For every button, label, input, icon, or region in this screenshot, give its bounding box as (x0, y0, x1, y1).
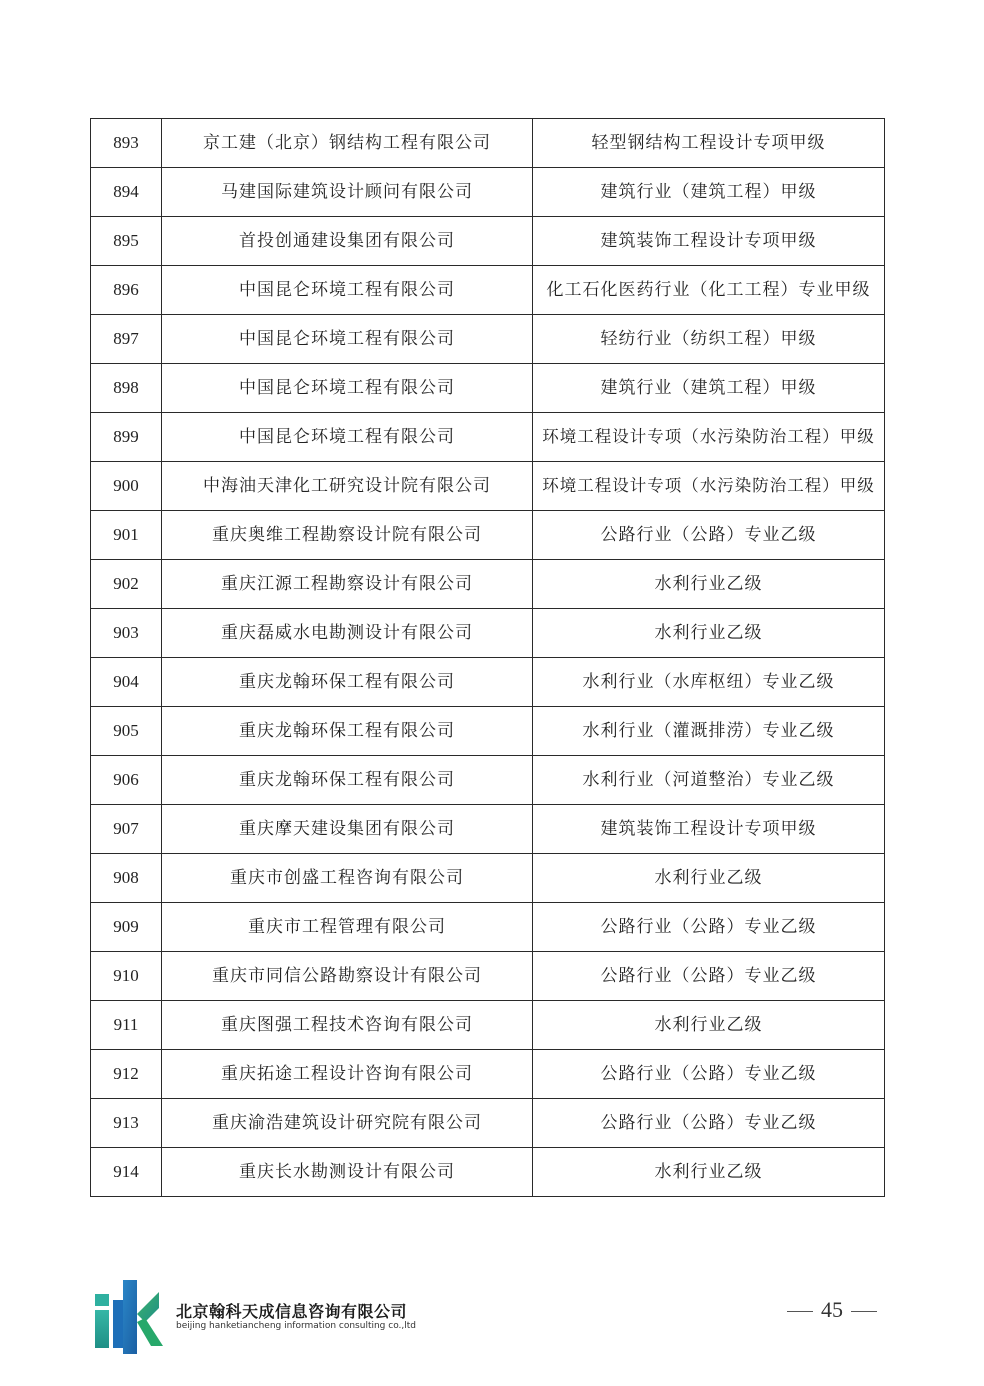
company-name-cell: 重庆磊威水电勘测设计有限公司 (162, 609, 533, 658)
company-name-cell: 马建国际建筑设计顾问有限公司 (162, 168, 533, 217)
row-number-cell: 910 (91, 952, 162, 1001)
table-row (91, 756, 885, 805)
table-row (91, 1099, 885, 1148)
table-row (91, 413, 885, 462)
qualification-cell: 水利行业（河道整治）专业乙级 (533, 756, 885, 805)
table-row (91, 462, 885, 511)
page-number-dash-left (787, 1311, 813, 1312)
qualification-cell: 水利行业乙级 (533, 854, 885, 903)
row-number-cell: 907 (91, 805, 162, 854)
row-number-cell: 902 (91, 560, 162, 609)
row-number-cell: 908 (91, 854, 162, 903)
table-row (91, 217, 885, 266)
row-number-cell: 900 (91, 462, 162, 511)
page-number (779, 1297, 885, 1323)
company-name-cell: 中国昆仑环境工程有限公司 (162, 364, 533, 413)
row-number-cell: 899 (91, 413, 162, 462)
table-row (91, 952, 885, 1001)
company-name-cell: 重庆江源工程勘察设计有限公司 (162, 560, 533, 609)
table-row (91, 560, 885, 609)
company-name-cell: 中海油天津化工研究设计院有限公司 (162, 462, 533, 511)
row-number-cell: 895 (91, 217, 162, 266)
qualification-table (90, 118, 885, 1197)
table-row (91, 854, 885, 903)
qualification-cell: 建筑装饰工程设计专项甲级 (533, 805, 885, 854)
qualification-cell: 水利行业（水库枢纽）专业乙级 (533, 658, 885, 707)
qualification-table-container (90, 118, 885, 1197)
row-number-cell: 909 (91, 903, 162, 952)
page-number-value: 45 (821, 1297, 843, 1322)
row-number-cell: 913 (91, 1099, 162, 1148)
table-row (91, 707, 885, 756)
row-number-cell: 914 (91, 1148, 162, 1197)
company-name-cell: 重庆龙翰环保工程有限公司 (162, 707, 533, 756)
qualification-cell: 水利行业乙级 (533, 609, 885, 658)
qualification-cell: 公路行业（公路）专业乙级 (533, 952, 885, 1001)
table-row (91, 315, 885, 364)
company-name-cell: 首投创通建设集团有限公司 (162, 217, 533, 266)
footer-company-name: 北京翰科天成信息咨询有限公司 (176, 1302, 408, 1321)
table-row (91, 609, 885, 658)
hk-logo-icon (93, 1278, 165, 1354)
company-name-cell: 重庆奥维工程勘察设计院有限公司 (162, 511, 533, 560)
company-name-cell: 重庆渝浩建筑设计研究院有限公司 (162, 1099, 533, 1148)
table-row (91, 903, 885, 952)
table-row (91, 168, 885, 217)
company-name-cell: 京工建（北京）钢结构工程有限公司 (162, 119, 533, 168)
table-row (91, 511, 885, 560)
company-name-cell: 中国昆仑环境工程有限公司 (162, 315, 533, 364)
page-number-dash-right (851, 1311, 877, 1312)
qualification-cell: 建筑行业（建筑工程）甲级 (533, 364, 885, 413)
table-row (91, 1050, 885, 1099)
company-name-cell: 重庆市同信公路勘察设计有限公司 (162, 952, 533, 1001)
table-body (91, 119, 885, 1197)
row-number-cell: 904 (91, 658, 162, 707)
table-row (91, 266, 885, 315)
qualification-cell: 化工石化医药行业（化工工程）专业甲级 (533, 266, 885, 315)
company-name-cell: 重庆市创盛工程咨询有限公司 (162, 854, 533, 903)
company-name-cell: 重庆长水勘测设计有限公司 (162, 1148, 533, 1197)
company-name-cell: 中国昆仑环境工程有限公司 (162, 413, 533, 462)
row-number-cell: 896 (91, 266, 162, 315)
qualification-cell: 轻纺行业（纺织工程）甲级 (533, 315, 885, 364)
company-name-cell: 重庆拓途工程设计咨询有限公司 (162, 1050, 533, 1099)
qualification-cell: 建筑装饰工程设计专项甲级 (533, 217, 885, 266)
row-number-cell: 906 (91, 756, 162, 805)
table-row (91, 1148, 885, 1197)
qualification-cell: 轻型钢结构工程设计专项甲级 (533, 119, 885, 168)
table-row (91, 119, 885, 168)
qualification-cell: 公路行业（公路）专业乙级 (533, 903, 885, 952)
row-number-cell: 901 (91, 511, 162, 560)
qualification-cell: 水利行业乙级 (533, 1001, 885, 1050)
page-footer (90, 1275, 885, 1355)
row-number-cell: 893 (91, 119, 162, 168)
qualification-cell: 环境工程设计专项（水污染防治工程）甲级 (533, 462, 885, 511)
qualification-cell: 公路行业（公路）专业乙级 (533, 1099, 885, 1148)
table-row (91, 658, 885, 707)
company-name-cell: 中国昆仑环境工程有限公司 (162, 266, 533, 315)
company-name-cell: 重庆摩天建设集团有限公司 (162, 805, 533, 854)
table-row (91, 1001, 885, 1050)
row-number-cell: 903 (91, 609, 162, 658)
table-row (91, 364, 885, 413)
row-number-cell: 894 (91, 168, 162, 217)
company-name-cell: 重庆龙翰环保工程有限公司 (162, 658, 533, 707)
company-name-cell: 重庆龙翰环保工程有限公司 (162, 756, 533, 805)
footer-company-name-en: beijing hanketiancheng information consulting co.,ltd (176, 1321, 417, 1331)
row-number-cell: 905 (91, 707, 162, 756)
company-name-cell: 重庆市工程管理有限公司 (162, 903, 533, 952)
row-number-cell: 912 (91, 1050, 162, 1099)
qualification-cell: 公路行业（公路）专业乙级 (533, 511, 885, 560)
qualification-cell: 水利行业乙级 (533, 1148, 885, 1197)
qualification-cell: 公路行业（公路）专业乙级 (533, 1050, 885, 1099)
qualification-cell: 建筑行业（建筑工程）甲级 (533, 168, 885, 217)
row-number-cell: 898 (91, 364, 162, 413)
row-number-cell: 911 (91, 1001, 162, 1050)
qualification-cell: 环境工程设计专项（水污染防治工程）甲级 (533, 413, 885, 462)
table-row (91, 805, 885, 854)
qualification-cell: 水利行业（灌溉排涝）专业乙级 (533, 707, 885, 756)
company-name-cell: 重庆图强工程技术咨询有限公司 (162, 1001, 533, 1050)
row-number-cell: 897 (91, 315, 162, 364)
qualification-cell: 水利行业乙级 (533, 560, 885, 609)
